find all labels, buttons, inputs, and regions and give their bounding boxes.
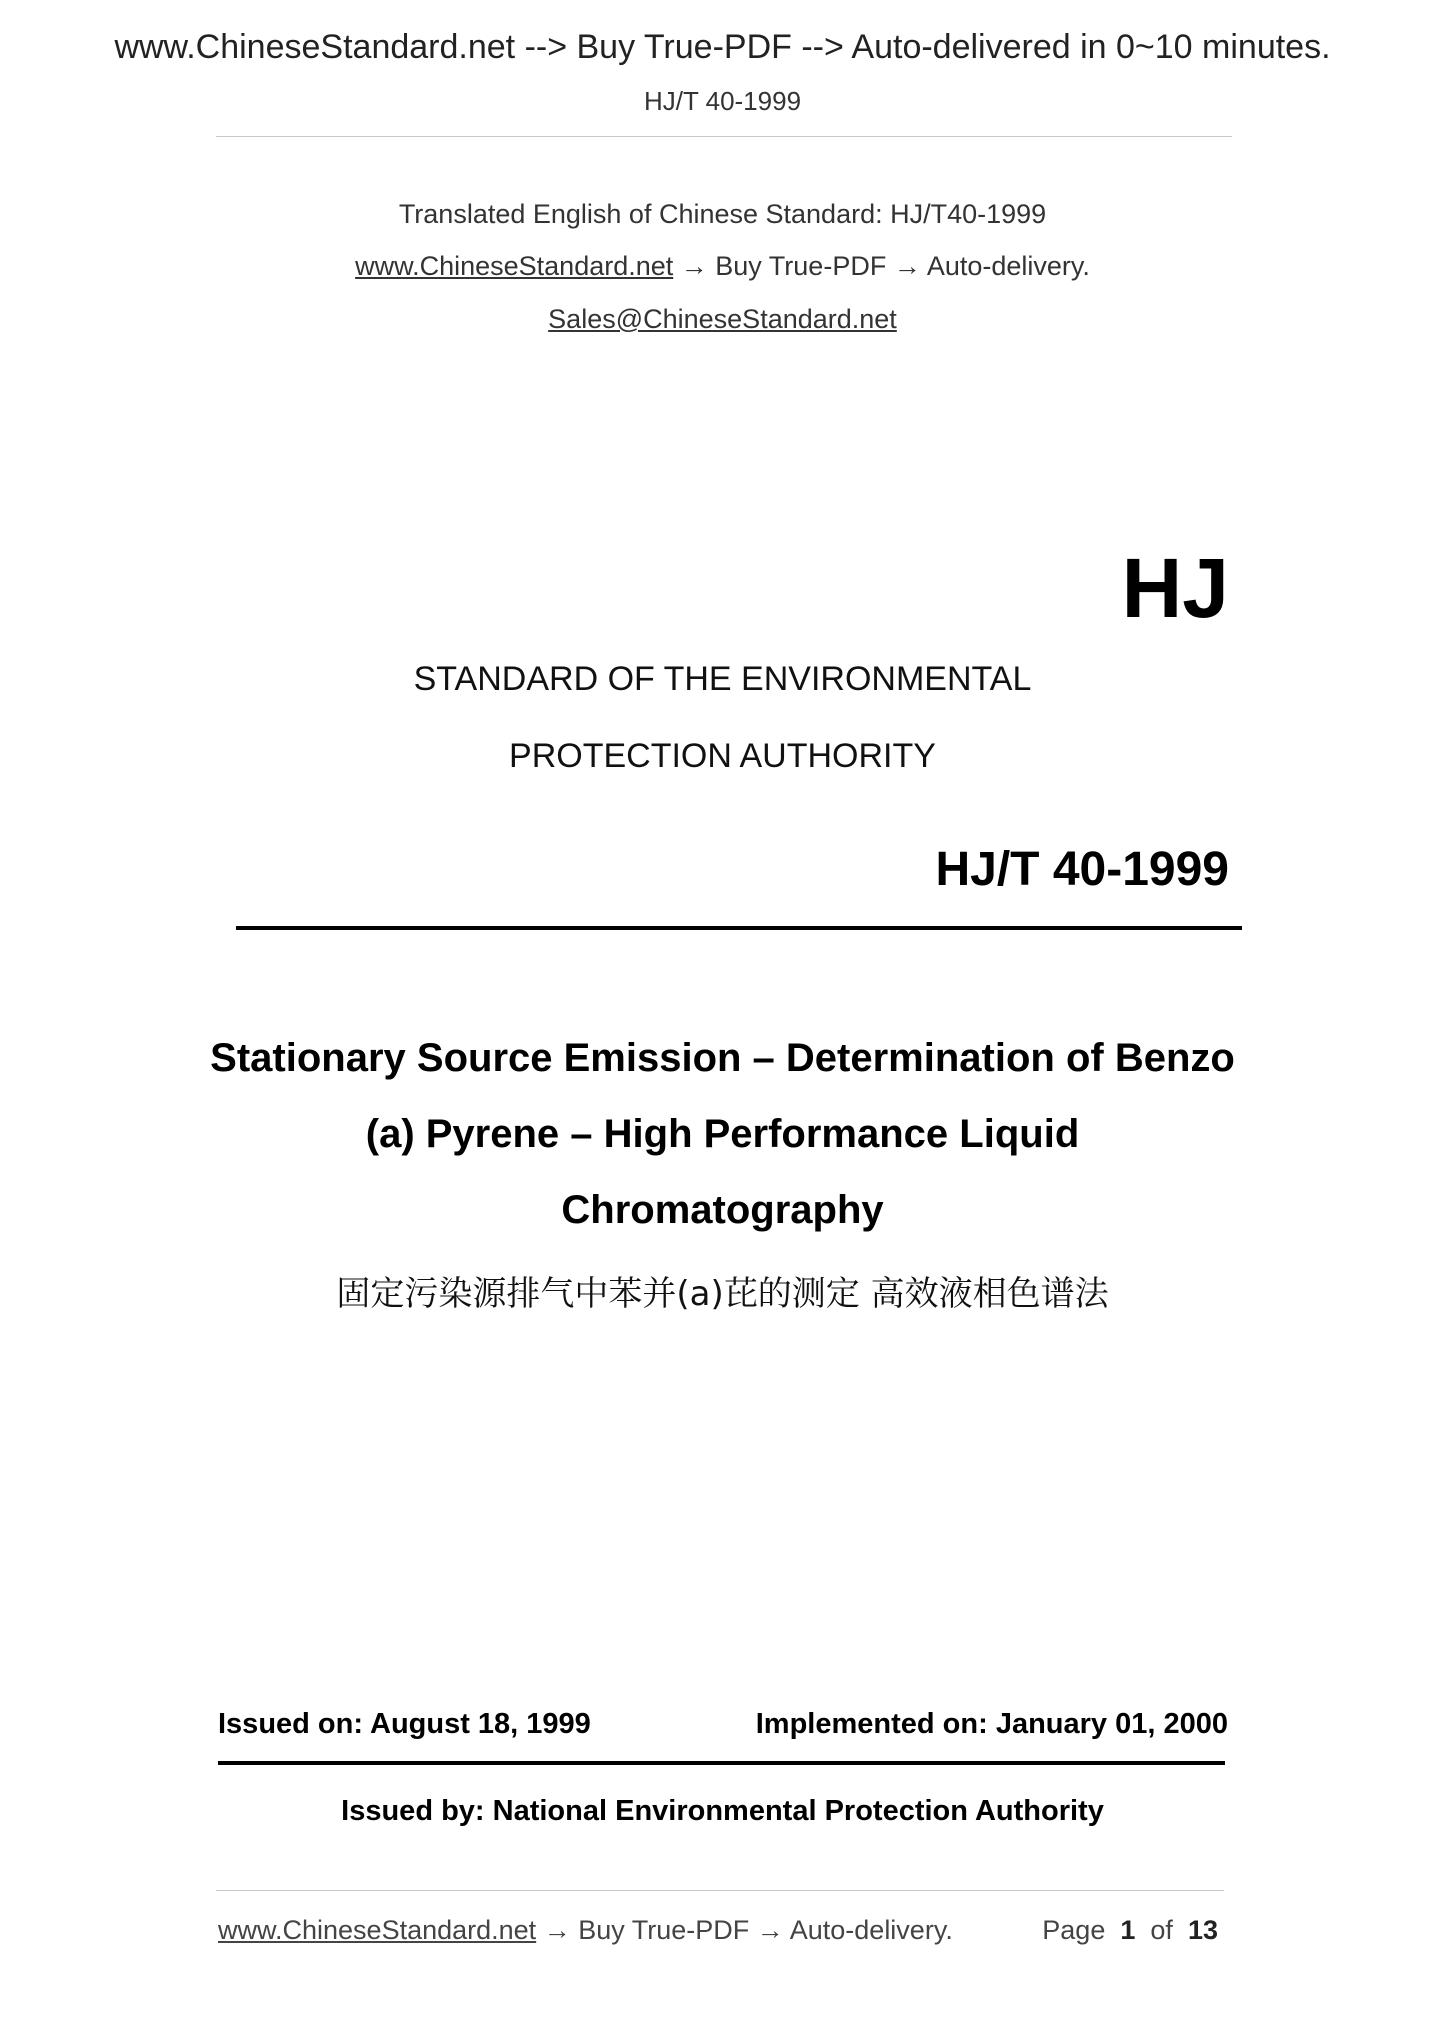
- page-label: Page: [1042, 1915, 1106, 1945]
- title-line-3: Chromatography: [561, 1188, 884, 1232]
- page-number: 1: [1120, 1915, 1136, 1945]
- intro-link-line: [0, 251, 1445, 282]
- sales-email-link[interactable]: Sales@ChineseStandard.net: [548, 304, 897, 334]
- header-standard-code: HJ/T 40-1999: [643, 86, 802, 116]
- footer-site-link[interactable]: www.ChineseStandard.net: [218, 1915, 537, 1945]
- page-indicator: [1042, 1915, 1218, 1946]
- footer-link-line: [218, 1915, 953, 1946]
- authority-line-2: PROTECTION AUTHORITY: [509, 737, 936, 775]
- standard-mark: HJ: [1121, 541, 1229, 635]
- page-total: 13: [1187, 1915, 1218, 1945]
- authority-line-1: STANDARD OF THE ENVIRONMENTAL: [413, 660, 1032, 698]
- intro-email-line: [0, 304, 1445, 335]
- issued-date: Issued on: August 18, 1999: [218, 1708, 591, 1740]
- header-divider: [216, 136, 1232, 137]
- translation-note: Translated English of Chinese Standard: HJ/T40-1999: [398, 199, 1047, 229]
- title-line-1: Stationary Source Emission – Determination of Benzo: [210, 1036, 1235, 1080]
- code-rule: [236, 926, 1242, 930]
- intro-site-link[interactable]: www.ChineseStandard.net: [355, 251, 674, 281]
- page-of-label: of: [1150, 1915, 1173, 1945]
- issuing-authority: Issued by: National Environmental Protection Authority: [341, 1795, 1104, 1827]
- top-banner: www.ChineseStandard.net --> Buy True-PDF --> Auto-delivered in 0~10 minutes.: [114, 28, 1331, 66]
- intro-site-text: → Buy True-PDF → Auto-delivery.: [673, 251, 1090, 281]
- footer-divider: [216, 1890, 1224, 1891]
- title-chinese: 固定污染源排气中苯并(a)芘的测定 高效液相色谱法: [336, 1274, 1109, 1314]
- footer-site-text: → Buy True-PDF → Auto-delivery.: [536, 1915, 953, 1945]
- standard-code: HJ/T 40-1999: [935, 843, 1229, 896]
- implemented-date: Implemented on: January 01, 2000: [755, 1708, 1228, 1740]
- title-line-2: (a) Pyrene – High Performance Liquid: [365, 1112, 1080, 1156]
- dates-rule: [218, 1761, 1225, 1765]
